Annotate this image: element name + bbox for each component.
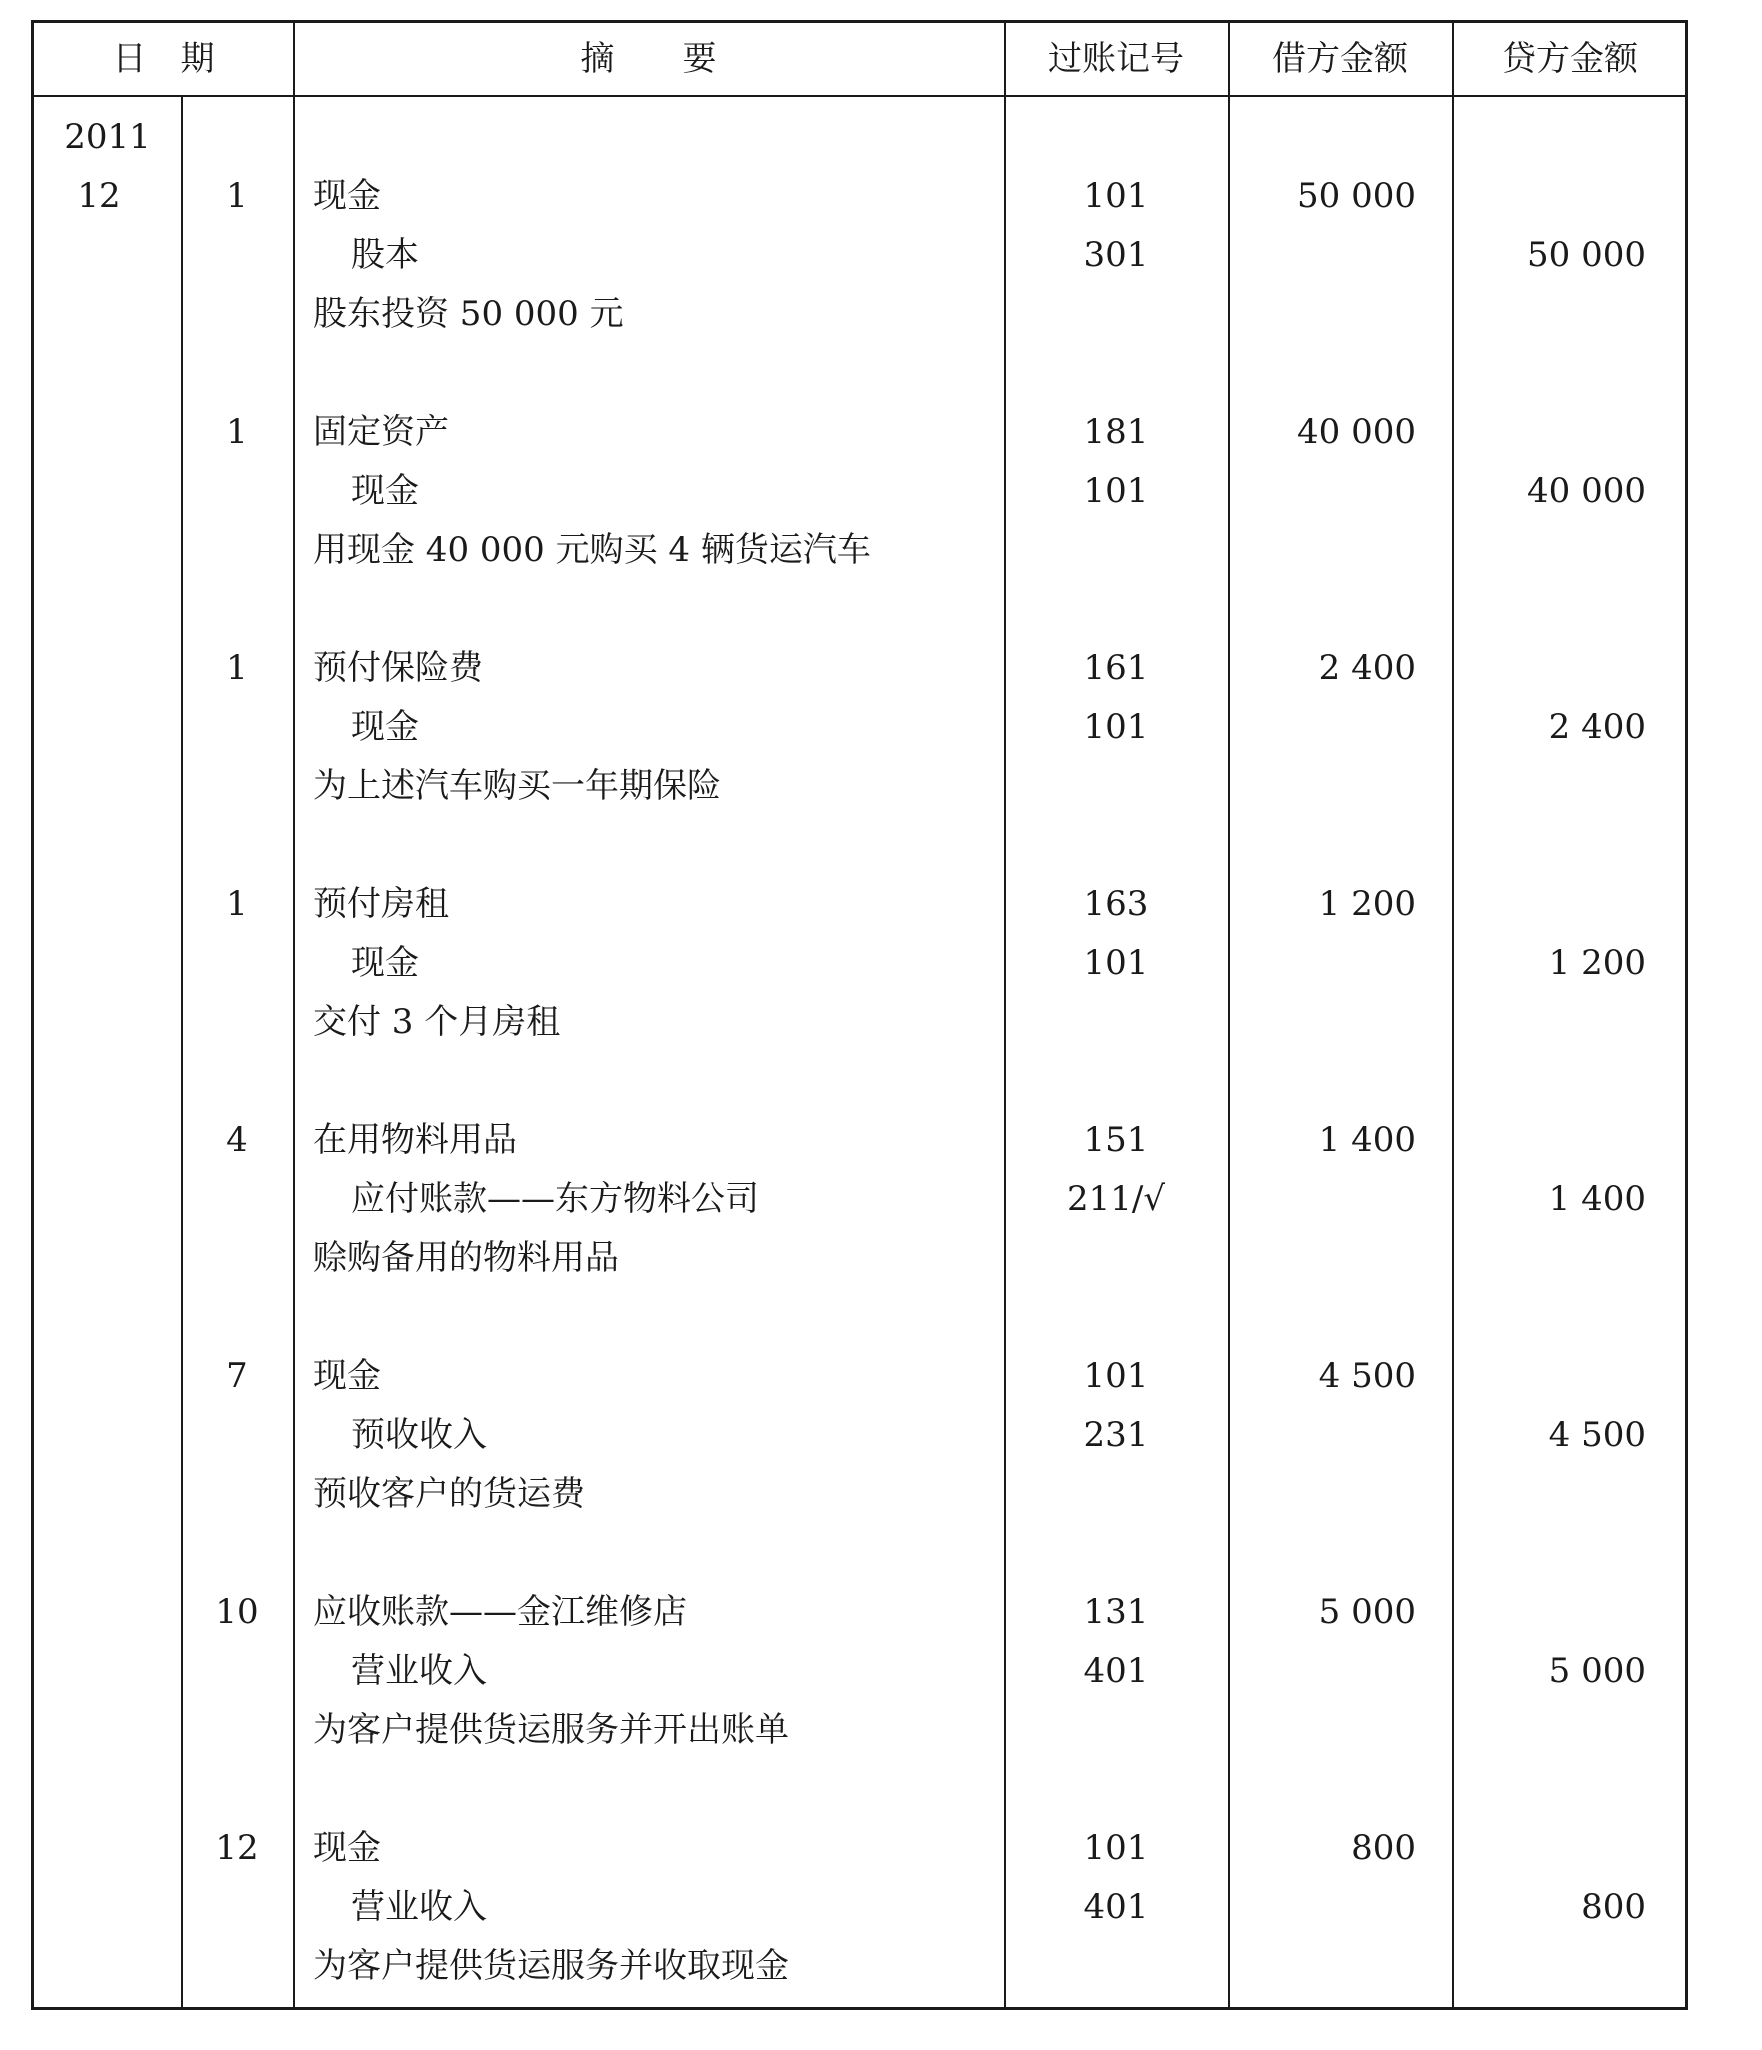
debit-posting-ref: 101 xyxy=(1083,1828,1149,1868)
debit-account: 预付房租 xyxy=(313,884,449,924)
credit-posting-ref: 101 xyxy=(1083,943,1149,983)
credit-account: 现金 xyxy=(351,471,419,511)
entry-day: 12 xyxy=(215,1828,259,1868)
header-date: 日 期 xyxy=(112,39,215,79)
year-label: 2011 xyxy=(64,117,151,157)
debit-account: 现金 xyxy=(313,1828,381,1868)
entry-memo: 交付 3 个月房租 xyxy=(313,1002,561,1042)
debit-amount: 5 000 xyxy=(1318,1592,1416,1632)
credit-account: 现金 xyxy=(351,707,419,747)
debit-amount: 4 500 xyxy=(1318,1356,1416,1396)
debit-posting-ref: 101 xyxy=(1083,176,1149,216)
entry-day: 10 xyxy=(215,1592,259,1632)
credit-posting-ref: 301 xyxy=(1083,235,1149,275)
debit-account: 应收账款——金江维修店 xyxy=(313,1592,687,1632)
entry-memo: 为客户提供货运服务并收取现金 xyxy=(313,1946,789,1986)
credit-amount: 50 000 xyxy=(1527,235,1646,275)
credit-account: 营业收入 xyxy=(351,1887,487,1927)
journal-table xyxy=(31,20,1688,2010)
debit-amount: 1 200 xyxy=(1318,884,1416,924)
credit-account: 营业收入 xyxy=(351,1651,487,1691)
header-posting-ref: 过账记号 xyxy=(1048,39,1184,79)
entry-day: 1 xyxy=(226,648,248,688)
credit-amount: 5 000 xyxy=(1548,1651,1646,1691)
debit-amount: 1 400 xyxy=(1318,1120,1416,1160)
header-credit: 贷方金额 xyxy=(1502,39,1638,79)
credit-amount: 800 xyxy=(1581,1887,1646,1927)
header-summary: 摘 要 xyxy=(580,39,717,79)
entry-day: 1 xyxy=(226,412,248,452)
credit-account: 现金 xyxy=(351,943,419,983)
credit-amount: 40 000 xyxy=(1527,471,1646,511)
debit-posting-ref: 163 xyxy=(1083,884,1149,924)
date-column-divider xyxy=(293,23,295,2007)
entry-memo: 股东投资 50 000 元 xyxy=(313,294,624,334)
credit-account: 应付账款——东方物料公司 xyxy=(351,1179,759,1219)
credit-posting-ref: 211/√ xyxy=(1066,1179,1165,1219)
entry-memo: 预收客户的货运费 xyxy=(313,1474,585,1514)
entry-day: 4 xyxy=(226,1120,248,1160)
debit-account: 预付保险费 xyxy=(313,648,483,688)
debit-posting-ref: 151 xyxy=(1083,1120,1149,1160)
credit-amount: 4 500 xyxy=(1548,1415,1646,1455)
header-divider xyxy=(34,95,1685,97)
credit-account: 预收收入 xyxy=(351,1415,487,1455)
debit-column-divider xyxy=(1452,23,1454,2007)
debit-amount: 2 400 xyxy=(1318,648,1416,688)
debit-posting-ref: 181 xyxy=(1083,412,1149,452)
debit-amount: 800 xyxy=(1351,1828,1416,1868)
debit-account: 现金 xyxy=(313,1356,381,1396)
debit-posting-ref: 101 xyxy=(1083,1356,1149,1396)
debit-amount: 40 000 xyxy=(1297,412,1416,452)
summary-column-divider xyxy=(1004,23,1006,2007)
entry-day: 1 xyxy=(226,176,248,216)
credit-posting-ref: 401 xyxy=(1083,1887,1149,1927)
credit-posting-ref: 231 xyxy=(1083,1415,1149,1455)
entry-memo: 为上述汽车购买一年期保险 xyxy=(313,766,721,806)
debit-posting-ref: 131 xyxy=(1083,1592,1149,1632)
entry-memo: 用现金 40 000 元购买 4 辆货运汽车 xyxy=(313,530,871,570)
month-day-divider xyxy=(181,97,183,2007)
ref-column-divider xyxy=(1228,23,1230,2007)
credit-posting-ref: 401 xyxy=(1083,1651,1149,1691)
credit-amount: 1 400 xyxy=(1548,1179,1646,1219)
credit-posting-ref: 101 xyxy=(1083,707,1149,747)
debit-account: 现金 xyxy=(313,176,381,216)
header-debit: 借方金额 xyxy=(1272,39,1408,79)
entry-day: 7 xyxy=(226,1356,248,1396)
credit-amount: 1 200 xyxy=(1548,943,1646,983)
debit-amount: 50 000 xyxy=(1297,176,1416,216)
entry-memo: 赊购备用的物料用品 xyxy=(313,1238,619,1278)
credit-account: 股本 xyxy=(351,235,419,275)
debit-account: 在用物料用品 xyxy=(313,1120,517,1160)
credit-posting-ref: 101 xyxy=(1083,471,1149,511)
entry-day: 1 xyxy=(226,884,248,924)
month-label: 12 xyxy=(77,176,121,216)
debit-account: 固定资产 xyxy=(313,412,449,452)
debit-posting-ref: 161 xyxy=(1083,648,1149,688)
credit-amount: 2 400 xyxy=(1548,707,1646,747)
entry-memo: 为客户提供货运服务并开出账单 xyxy=(313,1710,789,1750)
